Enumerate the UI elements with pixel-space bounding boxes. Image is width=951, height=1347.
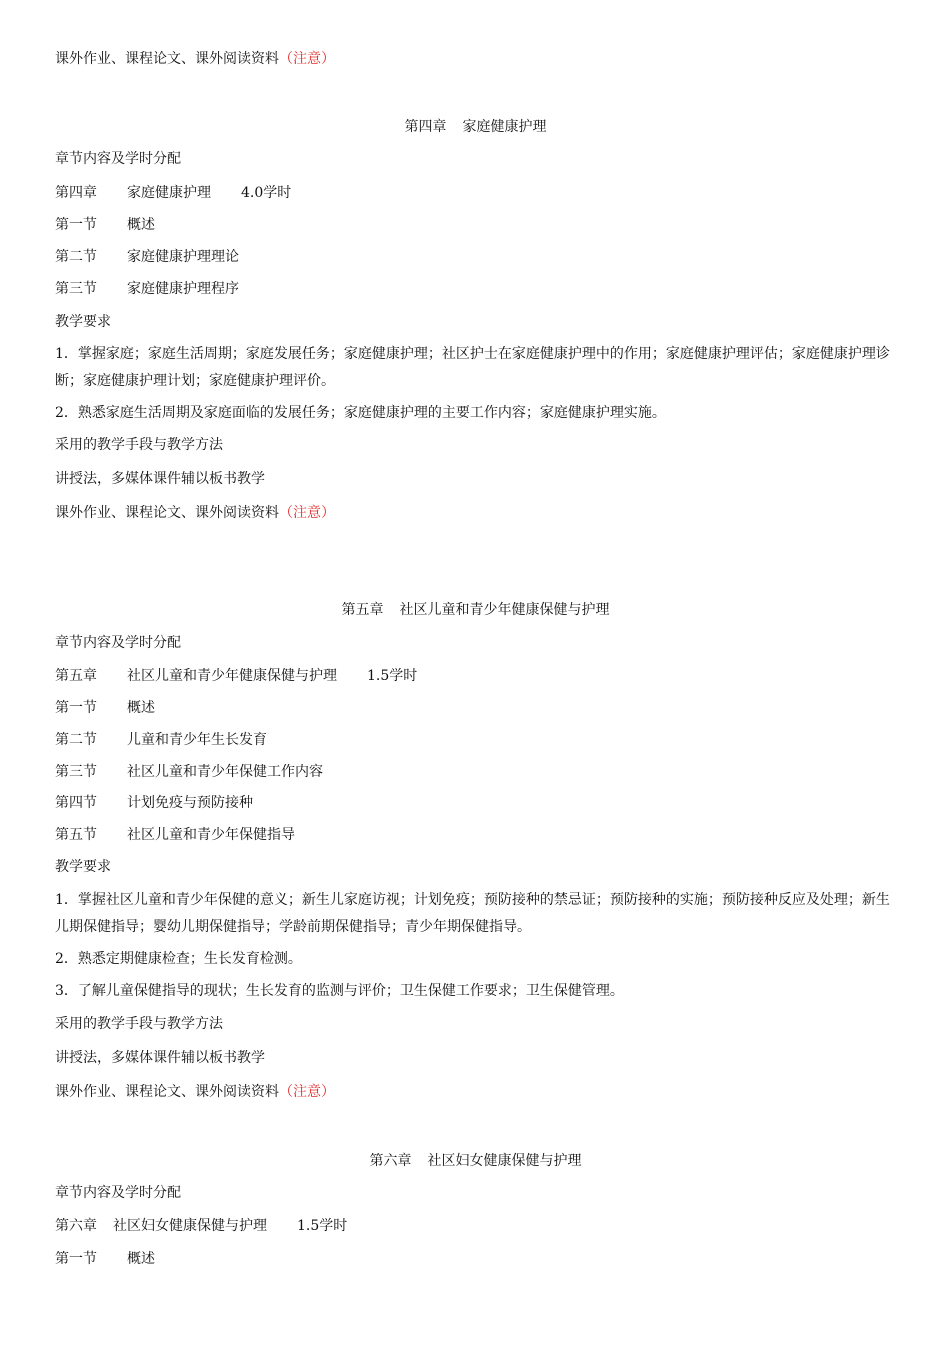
requirements-label: 教学要求 <box>55 314 111 330</box>
chapter-name: 家庭健康护理 <box>462 119 547 135</box>
allocation-label: 章节内容及学时分配 <box>55 635 181 651</box>
section-number: 第一节 <box>55 217 97 233</box>
section-name: 家庭健康护理理论 <box>127 249 239 265</box>
requirement-item: 3．了解儿童保健指导的现状；生长发育的监测与评价；卫生保健工作要求；卫生保健管理。 <box>55 983 624 999</box>
section-name: 计划免疫与预防接种 <box>127 795 253 811</box>
section-line <box>55 249 891 265</box>
chapter-number: 第六章 <box>369 1153 412 1169</box>
chapter-hours-line <box>55 1218 891 1234</box>
allocation-label: 章节内容及学时分配 <box>55 151 181 167</box>
chapter-5-title <box>0 602 951 618</box>
section-line <box>55 1251 891 1267</box>
chapter-name: 社区儿童和青少年健康保健与护理 <box>127 668 337 684</box>
note-text: （注意） <box>279 51 335 67</box>
section-number: 第一节 <box>55 700 97 716</box>
chapter-number: 第五章 <box>55 668 97 684</box>
section-line <box>55 700 891 716</box>
section-line <box>55 281 891 297</box>
chapter-number: 第六章 <box>55 1218 97 1234</box>
section-name: 儿童和青少年生长发育 <box>127 732 267 748</box>
section-line <box>55 795 891 811</box>
requirement-item: 1．掌握社区儿童和青少年保健的意义；新生儿家庭访视；计划免疫；预防接种的禁忌证；预防接种的实施；预防接种反应及处理；新生儿期保健指导；婴幼儿期保健指导；学龄前期保健指导；青少年期保健指导。 <box>55 892 890 935</box>
section-line <box>55 764 891 780</box>
section-line <box>55 827 891 843</box>
requirements-label: 教学要求 <box>55 859 111 875</box>
section-number: 第三节 <box>55 281 97 297</box>
section-name: 家庭健康护理程序 <box>127 281 239 297</box>
section-number: 第二节 <box>55 732 97 748</box>
methods-text: 讲授法，多媒体课件辅以板书教学 <box>55 1050 265 1066</box>
assignments-label: 课外作业、课程论文、课外阅读资料 <box>55 51 279 67</box>
section-name: 社区儿童和青少年保健工作内容 <box>127 764 323 780</box>
requirement-item: 2．熟悉定期健康检查；生长发育检测。 <box>55 951 302 967</box>
note-text: （注意） <box>279 1084 335 1100</box>
methods-label: 采用的教学手段与教学方法 <box>55 437 223 453</box>
section-name: 社区儿童和青少年保健指导 <box>127 827 295 843</box>
section-name: 概述 <box>127 1251 155 1267</box>
chapter-name: 社区妇女健康保健与护理 <box>427 1153 582 1169</box>
chapter-hours: 4.0学时 <box>241 185 292 201</box>
assignments-label: 课外作业、课程论文、课外阅读资料 <box>55 1084 279 1100</box>
chapter-number: 第五章 <box>341 602 384 618</box>
chapter-name: 社区妇女健康保健与护理 <box>113 1218 267 1234</box>
requirement-item: 2．熟悉家庭生活周期及家庭面临的发展任务；家庭健康护理的主要工作内容；家庭健康护理实施。 <box>55 405 666 421</box>
assignments-label: 课外作业、课程论文、课外阅读资料 <box>55 505 279 521</box>
section-line <box>55 217 891 233</box>
note-text: （注意） <box>279 505 335 521</box>
assignments-line <box>55 1084 891 1100</box>
methods-text: 讲授法，多媒体课件辅以板书教学 <box>55 471 265 487</box>
assignments-line <box>55 51 891 67</box>
section-line <box>55 732 891 748</box>
chapter-name: 家庭健康护理 <box>127 185 211 201</box>
requirement-item: 1．掌握家庭；家庭生活周期；家庭发展任务；家庭健康护理；社区护士在家庭健康护理中的作用；家庭健康护理评估；家庭健康护理诊断；家庭健康护理计划；家庭健康护理评价。 <box>55 346 890 389</box>
chapter-hours-line <box>55 185 891 201</box>
section-name: 概述 <box>127 217 155 233</box>
chapter-name: 社区儿童和青少年健康保健与护理 <box>399 602 610 618</box>
methods-label: 采用的教学手段与教学方法 <box>55 1016 223 1032</box>
section-number: 第五节 <box>55 827 97 843</box>
section-number: 第二节 <box>55 249 97 265</box>
chapter-hours-line <box>55 668 891 684</box>
chapter-4-title <box>0 119 951 135</box>
chapter-number: 第四章 <box>404 119 447 135</box>
section-name: 概述 <box>127 700 155 716</box>
allocation-label: 章节内容及学时分配 <box>55 1185 181 1201</box>
section-number: 第四节 <box>55 795 97 811</box>
section-number: 第一节 <box>55 1251 97 1267</box>
assignments-line <box>55 505 891 521</box>
chapter-hours: 1.5学时 <box>297 1218 348 1234</box>
chapter-6-title <box>0 1153 951 1169</box>
chapter-number: 第四章 <box>55 185 97 201</box>
section-number: 第三节 <box>55 764 97 780</box>
chapter-hours: 1.5学时 <box>367 668 418 684</box>
